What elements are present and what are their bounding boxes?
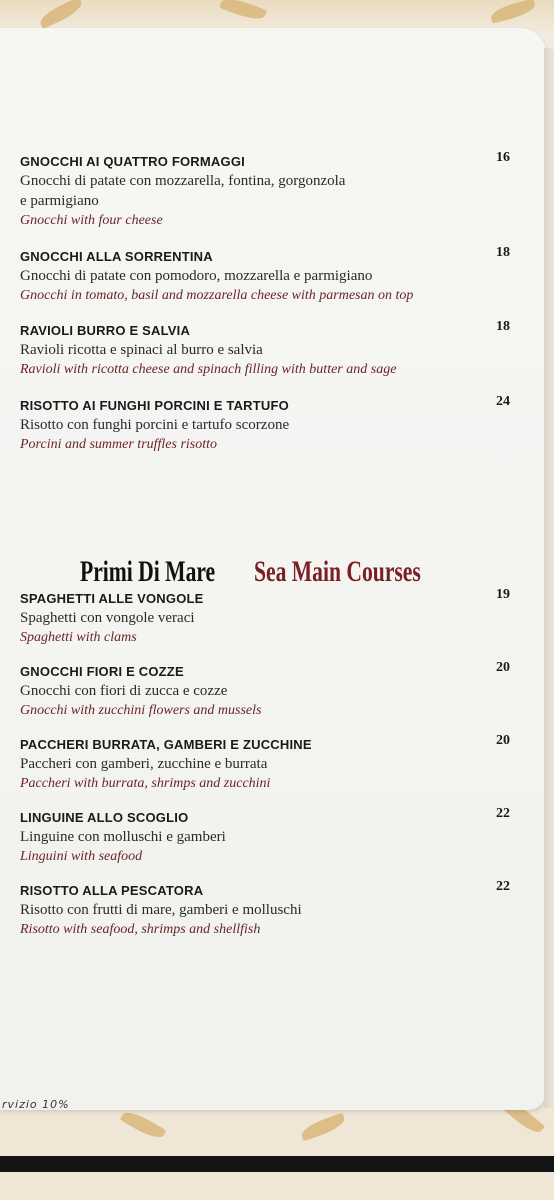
section-title-en: Sea Main Courses (254, 555, 421, 588)
item-name: RISOTTO ALLA PESCATORA (20, 883, 204, 898)
leaf-decoration (219, 0, 267, 23)
item-description-it: Gnocchi di patate con mozzarella, fontina, gorgonzola e parmigiano (20, 173, 346, 209)
item-price: 22 (496, 879, 510, 894)
item-description-it: Linguine con molluschi e gamberi (20, 829, 226, 845)
leaf-decoration (120, 1107, 167, 1142)
leaf-decoration (37, 0, 85, 29)
background-bottom (0, 1100, 554, 1200)
item-name: GNOCCHI ALLA SORRENTINA (20, 249, 213, 264)
item-name: RAVIOLI BURRO E SALVIA (20, 323, 191, 338)
item-description-en: Ravioli with ricotta cheese and spinach filling with butter and sage (20, 362, 397, 377)
section-title-it: Primi Di Mare (80, 555, 216, 588)
menu-item (20, 150, 510, 230)
item-description-it: Risotto con frutti di mare, gamberi e molluschi (20, 902, 302, 918)
item-price: 24 (496, 394, 510, 409)
item-price: 20 (496, 660, 510, 675)
item-name: LINGUINE ALLO SCOGLIO (20, 810, 189, 825)
item-price: 18 (496, 245, 510, 260)
item-description-en: Gnocchi in tomato, basil and mozzarella cheese with parmesan on top (20, 288, 414, 303)
item-price: 22 (496, 806, 510, 821)
item-description-en: Paccheri with burrata, shrimps and zucchini (20, 776, 271, 791)
item-name: SPAGHETTI ALLE VONGOLE (20, 591, 204, 606)
item-description-it: Ravioli ricotta e spinaci al burro e salvia (20, 342, 263, 358)
menu-page (0, 28, 546, 1110)
menu-item (20, 245, 510, 305)
item-description-en: Spaghetti with clams (20, 630, 137, 645)
item-price: 16 (496, 150, 510, 165)
item-description-it: Risotto con funghi porcini e tartufo scorzone (20, 417, 290, 433)
menu-item (20, 587, 510, 647)
item-price: 19 (496, 587, 510, 602)
item-name: GNOCCHI FIORI E COZZE (20, 664, 184, 679)
menu-item (20, 394, 510, 454)
leaf-decoration (299, 1113, 347, 1142)
item-name: GNOCCHI AI QUATTRO FORMAGGI (20, 154, 245, 169)
dark-strip (0, 1156, 554, 1172)
item-name: RISOTTO AI FUNGHI PORCINI E TARTUFO (20, 398, 289, 413)
item-description-en: Porcini and summer truffles risotto (20, 437, 218, 452)
item-price: 18 (496, 319, 510, 334)
item-description-en: Gnocchi with four cheese (20, 213, 163, 228)
item-description-en: Linguini with seafood (20, 849, 143, 864)
item-price: 20 (496, 733, 510, 748)
service-charge-note: rvizio 10% (2, 1098, 70, 1111)
item-description-en: Risotto with seafood, shrimps and shellfish (20, 922, 261, 937)
item-description-it: Spaghetti con vongole veraci (20, 610, 195, 626)
item-description-en: Gnocchi with zucchini flowers and mussels (20, 703, 262, 718)
item-description-it: Gnocchi di patate con pomodoro, mozzarella e parmigiano (20, 268, 373, 284)
item-description-it: Paccheri con gamberi, zucchine e burrata (20, 756, 268, 772)
menu-item (20, 879, 510, 939)
menu-item (20, 319, 510, 379)
menu-item (20, 660, 510, 720)
item-name: PACCHERI BURRATA, GAMBERI E ZUCCHINE (20, 737, 312, 752)
leaf-decoration (489, 0, 537, 24)
menu-item (20, 806, 510, 866)
menu-item (20, 733, 510, 793)
item-description-it: Gnocchi con fiori di zucca e cozze (20, 683, 228, 699)
